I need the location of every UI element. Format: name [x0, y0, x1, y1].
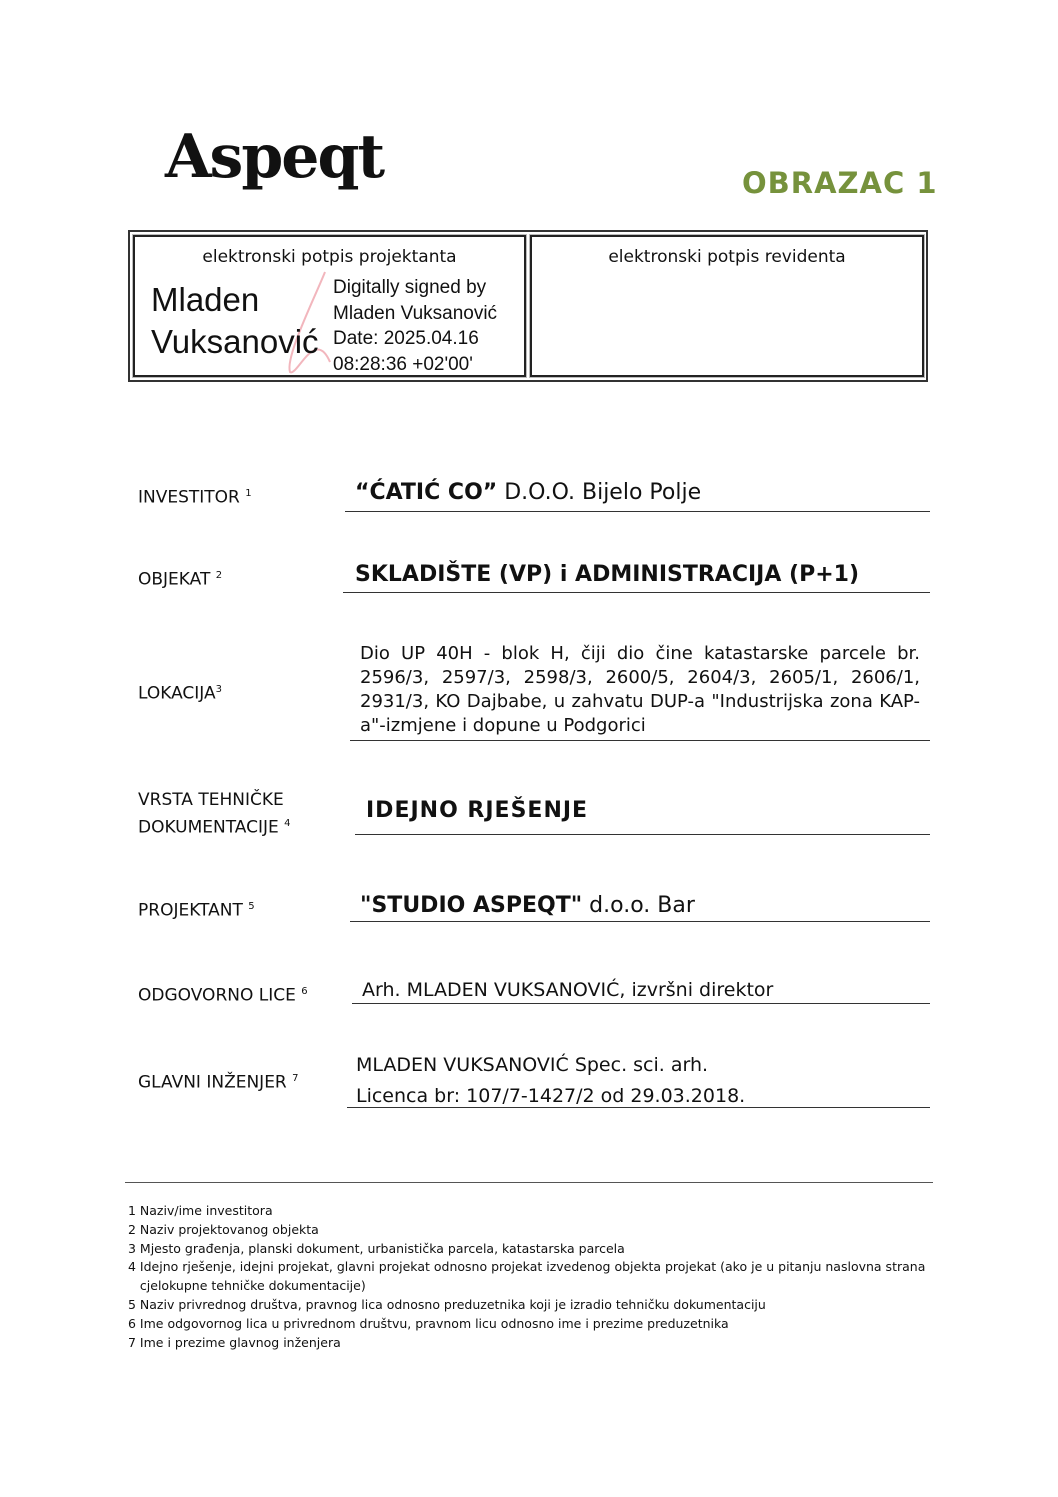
form-title: OBRAZAC 1 [742, 166, 938, 200]
label-text: GLAVNI INŽENJER [138, 1072, 287, 1093]
projektant-rest: d.o.o. Bar [582, 893, 695, 918]
odgovorno-lice-value: Arh. MLADEN VUKSANOVIĆ, izvršni direktor [362, 979, 774, 1001]
footnote-divider [125, 1182, 933, 1183]
label-text: DOKUMENTACIJE [138, 817, 279, 838]
odgovorno-lice-label [138, 980, 308, 1008]
footnote: 7 Ime i prezime glavnog inženjera [128, 1334, 341, 1350]
reviewer-signature-heading: elektronski potpis revidenta [608, 247, 846, 267]
signer-name-line: Mladen [151, 281, 260, 318]
footnote-ref: 6 [301, 986, 308, 997]
footnote: 6 Ime odgovornog lica u privrednom društvu, pravnom licu odnosno ime i prezime preduzetnika [128, 1315, 729, 1331]
divider [352, 1003, 930, 1004]
divider [347, 1107, 930, 1108]
footnote: 2 Naziv projektovanog objekta [128, 1221, 319, 1237]
label-text: LOKACIJA [138, 683, 216, 704]
divider [343, 592, 930, 593]
objekat-value: SKLADIŠTE (VP) i ADMINISTRACIJA (P+1) [355, 562, 860, 587]
sig-info-line: 08:28:36 +02'00' [333, 353, 473, 375]
footnote-ref: 2 [215, 570, 223, 581]
footnote-ref: 7 [292, 1073, 299, 1084]
sig-info-line: Mladen Vuksanović [333, 302, 498, 324]
vrsta-label [138, 788, 291, 840]
reviewer-signature-cell[interactable] [530, 235, 924, 377]
divider [350, 921, 930, 922]
engineer-license: Licenca br: 107/7-1427/2 od 29.03.2018. [356, 1085, 746, 1107]
engineer-name: MLADEN VUKSANOVIĆ Spec. sci. arh. [356, 1054, 709, 1076]
glavni-inzenjer-label [138, 1067, 299, 1095]
label-text: VRSTA TEHNIČKE [138, 790, 284, 810]
projektant-value [360, 893, 695, 918]
footnote: 4 Idejno rješenje, idejni projekat, glavni projekat odnosno projekat izvedenog objekta projekat (ako je u pitanju naslovna strana [128, 1259, 926, 1275]
footnote: 5 Naziv privrednog društva, pravnog lica odnosno preduzetnika koji je izradio tehničku dokumentaciju [128, 1296, 766, 1312]
lokacija-label [138, 678, 222, 706]
footnote: cjelokupne tehničke dokumentacije) [128, 1278, 366, 1294]
investitor-value [355, 480, 701, 505]
label-text: ODGOVORNO LICE [138, 985, 296, 1006]
projektant-name: "STUDIO ASPEQT" [360, 893, 583, 918]
divider [355, 834, 930, 835]
footnote-ref: 1 [245, 488, 252, 499]
aspeqt-logo: Aspeqt [165, 122, 384, 192]
label-text: PROJEKTANT [138, 900, 243, 921]
divider [350, 740, 930, 741]
footnote-ref: 5 [248, 901, 255, 912]
signer-name-line: Vuksanović [151, 323, 319, 360]
glavni-inzenjer-value [356, 1050, 745, 1112]
footnote-ref: 4 [284, 818, 291, 829]
lokacija-value: Dio UP 40H - blok H, čiji dio čine katastarske parcele br. 2596/3, 2597/3, 2598/3, 2600/5, 2604/3, 2605/1, 2606/1, 2931/3, KO Dajbabe, u zahvatu DUP-a "Industrijska zona KAP-a"-izmjene i dopune u Podgorici [360, 643, 920, 736]
signature-info [333, 275, 497, 377]
vrsta-value: IDEJNO RJEŠENJE [366, 798, 589, 823]
signer-name [151, 279, 319, 363]
signature-table [128, 230, 928, 382]
sig-info-line: Date: 2025.04.16 [333, 328, 479, 349]
divider [345, 511, 930, 512]
investitor-label [138, 482, 252, 510]
designer-signature-cell[interactable] [133, 235, 526, 377]
footnotes [128, 1202, 928, 1352]
label-text: INVESTITOR [138, 487, 240, 508]
investitor-rest: D.O.O. Bijelo Polje [497, 480, 702, 505]
footnote: 1 Naziv/ime investitora [128, 1203, 273, 1218]
footnote: 3 Mjesto građenja, planski dokument, urbanistička parcela, katastarska parcela [128, 1240, 625, 1256]
projektant-label [138, 895, 255, 923]
objekat-label [138, 564, 222, 592]
footnote-ref: 3 [215, 684, 223, 695]
investitor-name: “ĆATIĆ CO” [355, 480, 498, 505]
label-text: OBJEKAT [138, 569, 211, 590]
sig-info-line: Digitally signed by [333, 277, 487, 298]
designer-signature-heading: elektronski potpis projektanta [202, 247, 457, 267]
